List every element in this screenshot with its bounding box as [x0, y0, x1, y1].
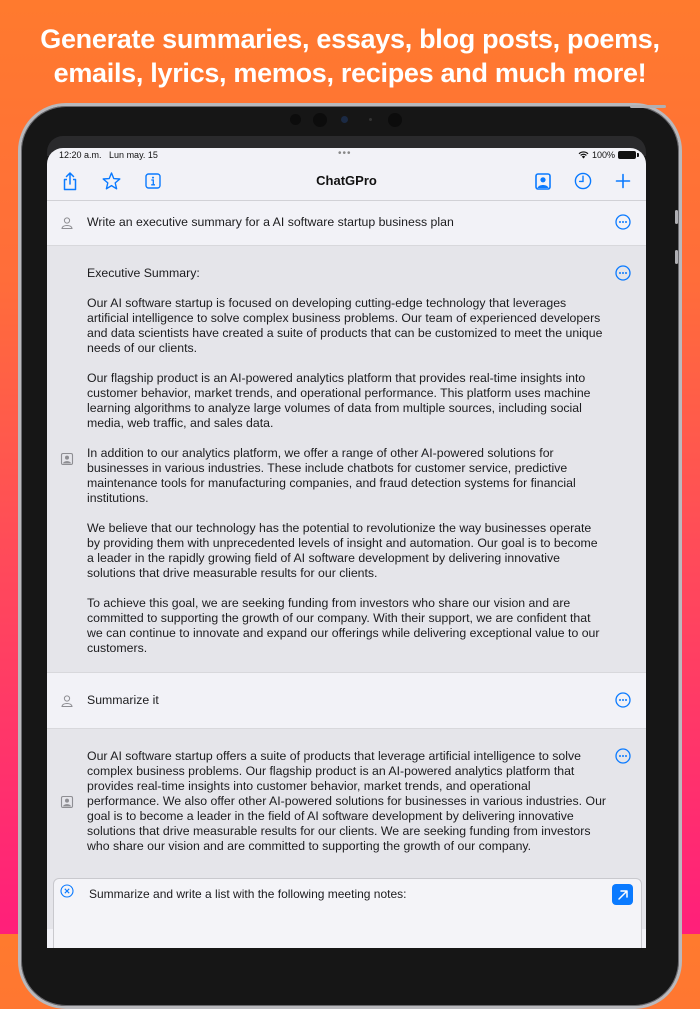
chat-message-assistant	[47, 246, 646, 673]
sensor-dot	[313, 113, 327, 127]
more-options-icon[interactable]	[615, 692, 631, 708]
assistant-avatar-icon	[60, 452, 74, 466]
message-text: Executive Summary: Our AI software startup is focused on developing cutting-edge technology that leverages artificial intelligence to solve complex business problems. Our team of experienced developers and data scientists have created a suite of products that can be customized to meet the unique needs of our clients. Our flagship product is an AI-powered analytics platform that provides real-time insights into customer behavior, market trends, and operational performance. This platform uses machine learning algorithms to analyze large volumes of data from multiple sources, including social media, web traffic, and sales data. In addition to our analytics platform, we offer a range of other AI-powered solutions for businesses in various industries. These include chatbots for customer service, predictive maintenance tools for manufacturing companies, and fraud detection systems for financial institutions. We believe that our technology has the potential to revolutionize the way businesses operate by providing them with unprecedented levels of insight and automation. Our goal is to become a leader in the rapidly growing field of AI software development by delivering innovative solutions that drive measurable results for our clients. To achieve this goal, we are seeking funding from investors who share our vision and are committed to supporting the growth of our company. With their support, we are confident that we can continue to innovate and expand our offerings while delivering exceptional value to our customers.	[87, 266, 603, 655]
message-text: Our AI software startup offers a suite of products that leverage artificial intelligence to solve complex business problems. Our flagship product is an AI-powered analytics platform that provides real-time insights into customer behavior, market trends, and operational performance. We also offer other AI-powered solutions for businesses in various industries. Our goal is to become a leader in the field of AI software development by delivering innovative solutions that drive measurable results for our clients. We are seeking funding from investors who share our vision and are committed to supporting the growth of our company.	[87, 749, 607, 853]
battery-percent: 100%	[591, 150, 615, 160]
sensor-dot	[369, 118, 372, 121]
send-arrow-icon	[617, 889, 629, 901]
promo-headline	[0, 22, 700, 90]
more-options-icon[interactable]	[615, 748, 631, 764]
message-composer[interactable]	[53, 878, 642, 948]
clock-icon	[574, 172, 592, 190]
message-text: Write an executive summary for a AI software startup business plan	[87, 215, 454, 229]
status-time: 12:20 a.m. Lun may. 15	[59, 150, 158, 160]
side-button-bottom	[675, 250, 678, 264]
sensor-dot	[388, 113, 402, 127]
composer-input[interactable]: Summarize and write a list with the following meeting notes:	[89, 887, 407, 901]
person-icon	[60, 216, 74, 230]
message-text: Summarize it	[87, 693, 159, 707]
more-options-icon[interactable]	[615, 214, 631, 230]
new-chat-button[interactable]	[613, 171, 633, 191]
status-bar	[47, 148, 646, 162]
side-button-top	[675, 210, 678, 224]
status-right	[578, 150, 636, 160]
navigation-bar	[47, 162, 646, 201]
wifi-icon	[578, 151, 589, 159]
person-icon	[60, 694, 74, 708]
volume-button	[630, 105, 666, 108]
chat-message-user	[47, 673, 646, 729]
contacts-button[interactable]	[533, 171, 553, 191]
app-title: ChatGPro	[316, 173, 377, 188]
plus-icon	[615, 173, 631, 189]
chat-message-user	[47, 201, 646, 246]
history-button[interactable]	[573, 171, 593, 191]
sensor-dot	[290, 114, 301, 125]
multitask-dots[interactable]: •••	[338, 148, 352, 159]
contact-icon	[535, 173, 551, 190]
camera-lens	[341, 116, 348, 123]
more-options-icon[interactable]	[615, 265, 631, 281]
promo-headline-line1: Generate summaries, essays, blog posts, poems,	[40, 24, 660, 54]
battery-icon	[618, 151, 636, 159]
promo-headline-line2: emails, lyrics, memos, recipes and much more!	[53, 58, 647, 88]
assistant-avatar-icon	[60, 795, 74, 809]
app-screen	[47, 148, 646, 948]
clear-circle-icon[interactable]	[60, 884, 74, 898]
send-button[interactable]	[612, 884, 633, 905]
